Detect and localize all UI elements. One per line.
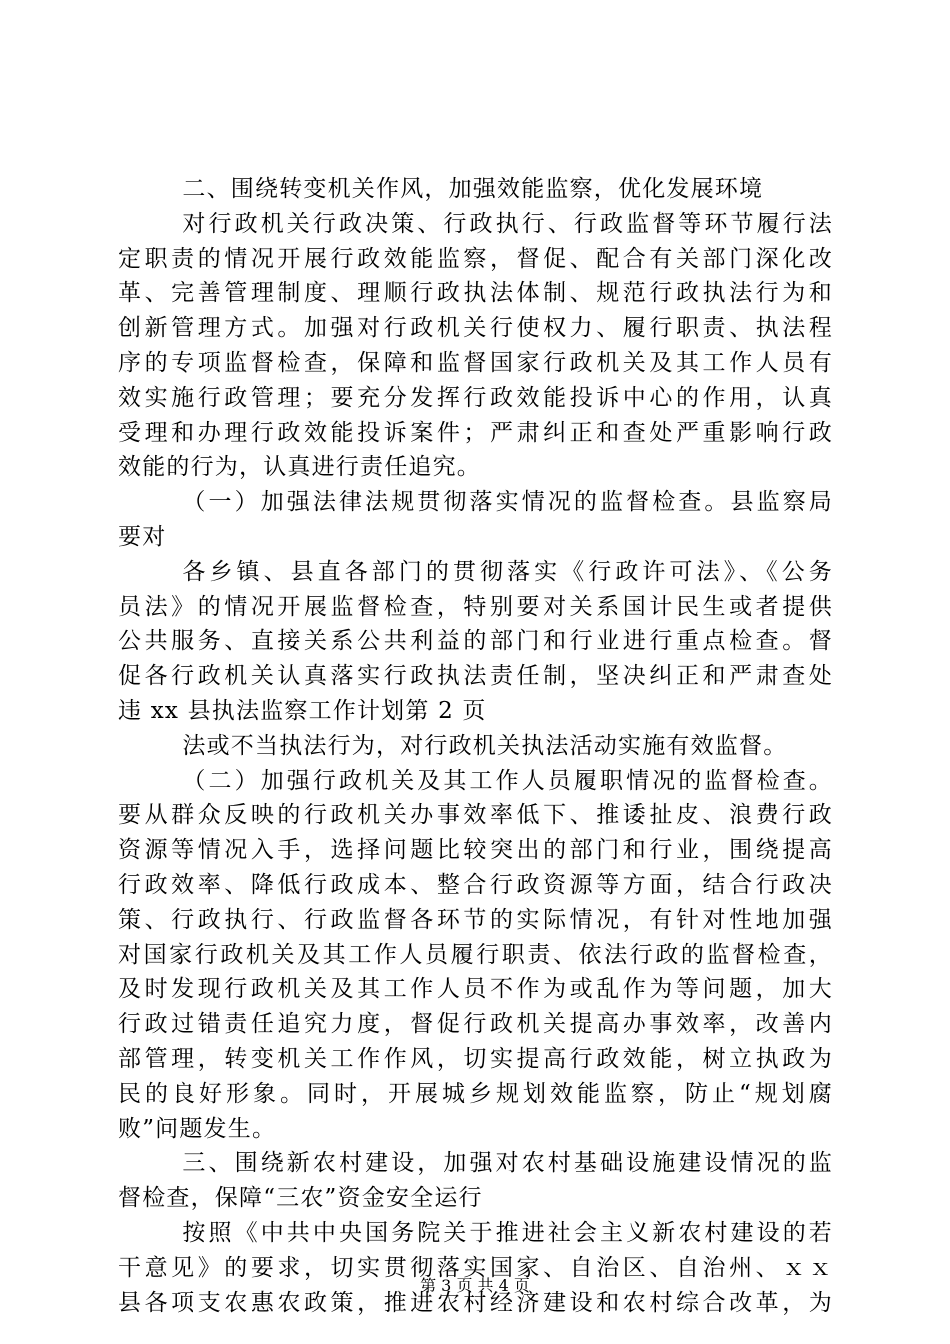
text-line: （一）加强法律法规贯彻落实情况的监督检查。县监察局	[182, 489, 833, 516]
text-line: 促各行政机关认真落实行政执法责任制，坚决纠正和严肃查处	[118, 663, 833, 690]
text-line: 序的专项监督检查，保障和监督国家行政机关及其工作人员有	[118, 349, 833, 376]
text-line: 资源等情况入手，选择问题比较突出的部门和行业，围绕提高	[118, 837, 833, 864]
text-line: 及时发现行政机关及其工作人员不作为或乱作为等问题，加大	[118, 976, 833, 1003]
text-line: （二）加强行政机关及其工作人员履职情况的监督检查。	[182, 767, 833, 794]
text-line: 定职责的情况开展行政效能监察，督促、配合有关部门深化改	[118, 245, 833, 272]
text-line: 创新管理方式。加强对行政机关行使权力、履行职责、执法程	[118, 315, 833, 342]
text-line: 效实施行政管理；要充分发挥行政效能投诉中心的作用，认真	[118, 384, 833, 411]
text-line: 策、行政执行、行政监督各环节的实际情况，有针对性地加强	[118, 906, 833, 933]
text-line: 按照《中共中央国务院关于推进社会主义新农村建设的若	[182, 1219, 833, 1246]
text-line: 行政过错责任追究力度，督促行政机关提高办事效率，改善内	[118, 1011, 833, 1038]
page-footer: 第 3 页 共 4 页	[420, 1276, 530, 1295]
text-line: 部管理，转变机关工作作风，切实提高行政效能，树立执政为	[118, 1045, 833, 1072]
text-line: 要从群众反映的行政机关办事效率低下、推诿扯皮、浪费行政	[118, 802, 833, 829]
text-line: 民的良好形象。同时，开展城乡规划效能监察，防止“规划腐	[118, 1080, 833, 1107]
text-line: 法或不当执法行为，对行政机关执法活动实施有效监督。	[182, 732, 788, 759]
text-line: 革、完善管理制度、理顺行政执法体制、规范行政执法行为和	[118, 280, 833, 307]
text-line: 三、围绕新农村建设，加强对农村基础设施建设情况的监	[182, 1150, 833, 1177]
text-line: 效能的行为，认真进行责任追究。	[118, 454, 481, 481]
text-line: 二、围绕转变机关作风，加强效能监察，优化发展环境	[182, 176, 764, 202]
text-line: 公共服务、直接关系公共利益的部门和行业进行重点检查。督	[118, 628, 833, 655]
text-line: 员法》的情况开展监督检查，特别要对关系国计民生或者提供	[118, 593, 833, 620]
text-line: 要对	[118, 523, 167, 550]
text-line: 对行政机关行政决策、行政执行、行政监督等环节履行法	[182, 210, 833, 237]
text-line: 督检查，保障“三农”资金安全运行	[118, 1185, 483, 1212]
text-line: 受理和办理行政效能投诉案件；严肃纠正和查处严重影响行政	[118, 419, 833, 446]
text-line: 县各项支农惠农政策，推进农村经济建设和农村综合改革，为	[118, 1289, 833, 1316]
text-line: 违 xx 县执法监察工作计划第 2 页	[118, 697, 487, 724]
text-line: 败”问题发生。	[118, 1115, 277, 1142]
document-body	[118, 172, 833, 1320]
text-line: 各乡镇、县直各部门的贯彻落实《行政许可法》、《公务	[182, 558, 833, 585]
text-line: 对国家行政机关及其工作人员履行职责、依法行政的监督检查，	[118, 941, 833, 968]
text-line: 干意见》的要求，切实贯彻落实国家、自治区、自治州、ｘｘ	[118, 1254, 833, 1281]
text-line: 行政效率、降低行政成本、整合行政资源等方面，结合行政决	[118, 871, 833, 898]
